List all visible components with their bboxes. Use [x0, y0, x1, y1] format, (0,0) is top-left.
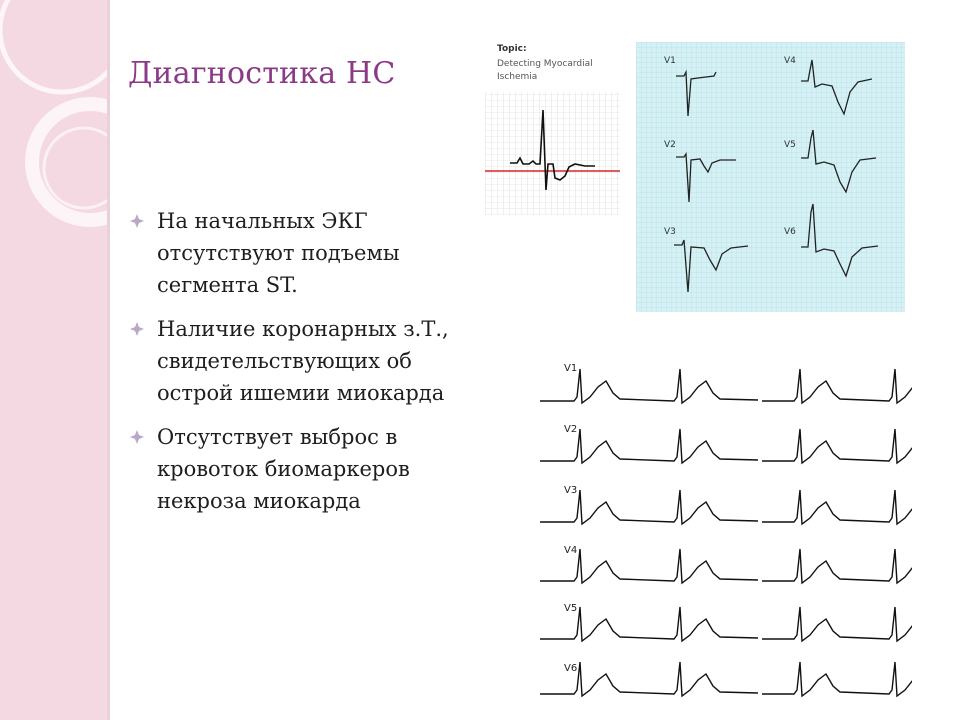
ecg-grid-image — [636, 42, 905, 312]
bullet-text: На начальных ЭКГ отсутствуют подъемы сегмента ST. — [157, 209, 400, 297]
diamond-bullet-icon — [130, 322, 144, 336]
lead-label: V4 — [564, 545, 578, 556]
bullet-item — [128, 205, 463, 301]
lead-label: V1 — [664, 56, 676, 66]
lead-label: V5 — [564, 603, 578, 614]
bullet-text: Отсутствует выброс в кровоток биомаркеров некроза миокарда — [157, 425, 410, 513]
topic-label: Topic: — [497, 44, 527, 54]
ecg-bw-image — [540, 355, 912, 707]
lead-label: V1 — [564, 363, 578, 374]
bullet-text: Наличие коронарных з.Т., свидетельствующих об острой ишемии миокарда — [157, 317, 449, 405]
lead-label: V5 — [784, 140, 796, 150]
ecg-bw-figure — [540, 355, 912, 707]
lead-label: V3 — [564, 485, 578, 496]
lead-label: V4 — [784, 56, 796, 66]
sidebar-edge — [107, 0, 110, 720]
bullet-item — [128, 313, 463, 409]
diamond-bullet-icon — [130, 430, 144, 444]
lead-label: V2 — [664, 140, 676, 150]
lead-label: V6 — [564, 663, 578, 674]
ring-decoration-icon — [0, 0, 107, 720]
topic-text-line: Detecting Myocardial — [497, 59, 593, 69]
lead-label: V6 — [784, 227, 796, 237]
lead-label: V2 — [564, 424, 578, 435]
sidebar-decoration — [0, 0, 107, 720]
bullet-list — [128, 205, 463, 529]
topic-text-line: Ischemia — [497, 72, 538, 82]
diamond-bullet-icon — [130, 214, 144, 228]
bullet-item — [128, 421, 463, 517]
slide-title: Диагностика НС — [128, 56, 396, 91]
topic-text — [497, 58, 593, 84]
topic-ecg-figure — [485, 40, 620, 235]
ecg-grid-figure — [636, 42, 905, 312]
lead-label: V3 — [664, 227, 676, 237]
